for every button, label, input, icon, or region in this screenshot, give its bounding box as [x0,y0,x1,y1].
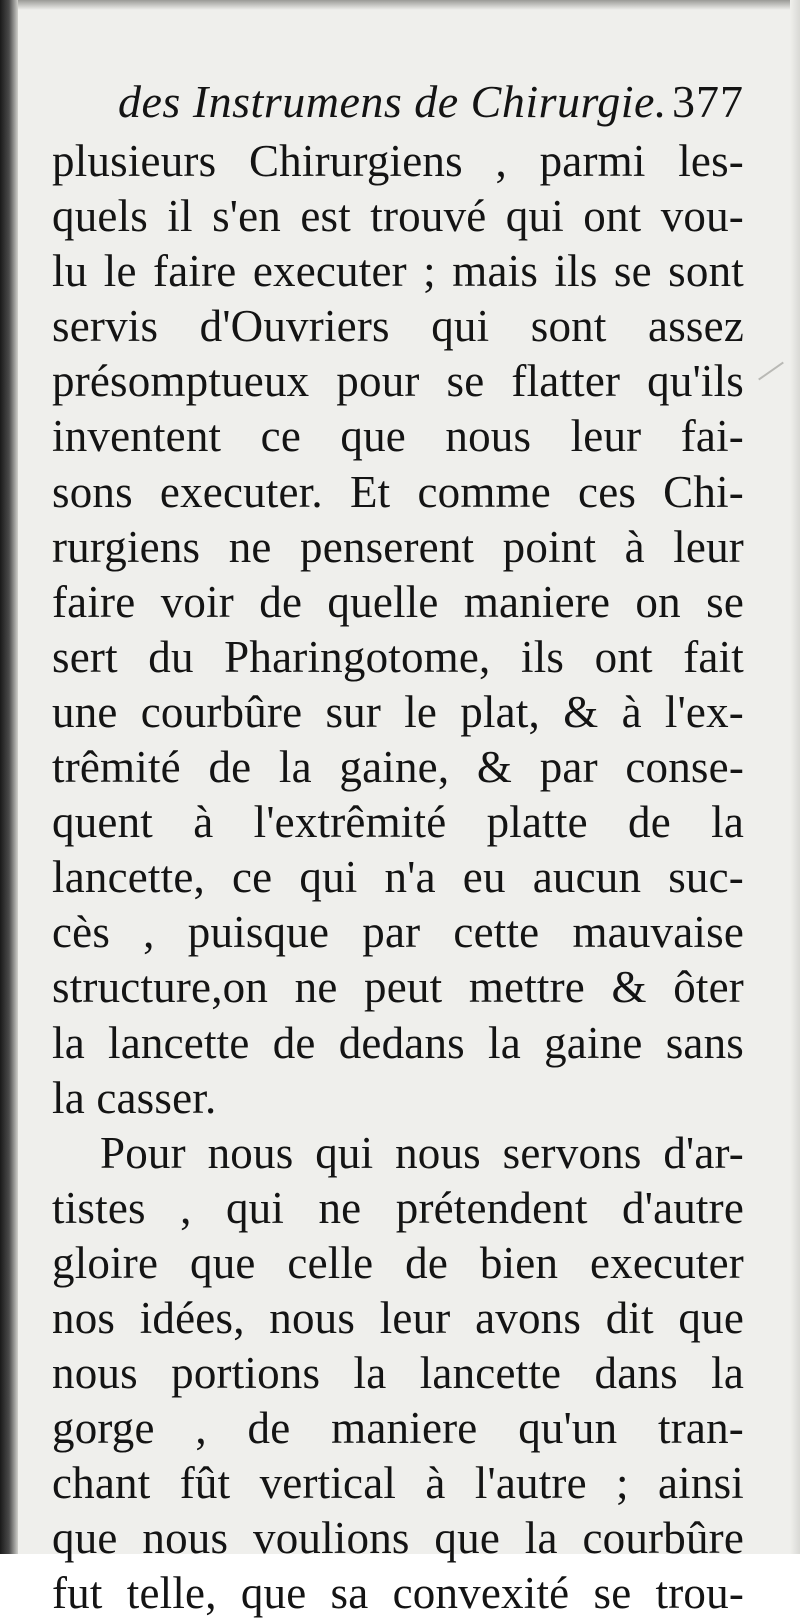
text-line: rurgiens ne penserent point à leur [52,521,744,572]
text-line: cès , puisque par cette mauvaise [52,907,744,958]
page-binding-shadow [0,0,18,1554]
text-line: nous portions la lancette dans la [52,1348,744,1399]
text-line: sert du Pharingotome, ils ont fait [52,631,744,682]
text-line: Pour nous qui nous servons d'ar- [100,1127,744,1178]
text-line: une courbûre sur le plat, & à l'ex- [52,686,744,737]
text-line: gloire que celle de bien executer [52,1237,744,1288]
page-top-edge [0,0,800,10]
text-line: présomptueux pour se flatter qu'ils [52,356,744,407]
text-line: sons executer. Et comme ces Chi- [52,466,744,517]
text-line: quels il s'en est trouvé qui ont vou- [52,191,744,242]
text-line: nos idées, nous leur avons dit que [52,1292,744,1343]
text-line: lu le faire executer ; mais ils se sont [52,246,744,297]
text-line: que nous voulions que la courbûre [52,1513,744,1564]
ink-mark [758,362,784,381]
text-line: servis d'Ouvriers qui sont assez [52,301,744,352]
page-number: 377 [672,76,744,127]
running-header [52,70,744,134]
text-line: faire voir de quelle maniere on se [52,576,744,627]
text-line: la casser. [52,1072,217,1123]
text-line: structure,on ne peut mettre & ôter [52,962,744,1013]
text-line: fut telle, que sa convexité se trou- [52,1568,744,1619]
text-line: trêmité de la gaine, & par conse- [52,742,744,793]
paragraph-1 [52,134,744,1126]
text-line: gorge , de maniere qu'un tran- [52,1403,744,1454]
page-right-edge [790,0,800,1554]
text-line: quent à l'extrêmité platte de la [52,797,744,848]
text-line: la lancette de dedans la gaine sans [52,1017,744,1068]
text-line: inventent ce que nous leur fai- [52,411,744,462]
text-line: tistes , qui ne prétendent d'autre [52,1182,744,1233]
page-text [52,70,744,1622]
text-line: plusieurs Chirurgiens , parmi les- [52,136,744,186]
text-line: lancette, ce qui n'a eu aucun suc- [52,852,744,903]
text-line: chant fût vertical à l'autre ; ainsi [52,1458,744,1509]
running-title: des Instrumens de Chirurgie. [118,76,667,127]
paragraph-2 [52,1126,744,1622]
